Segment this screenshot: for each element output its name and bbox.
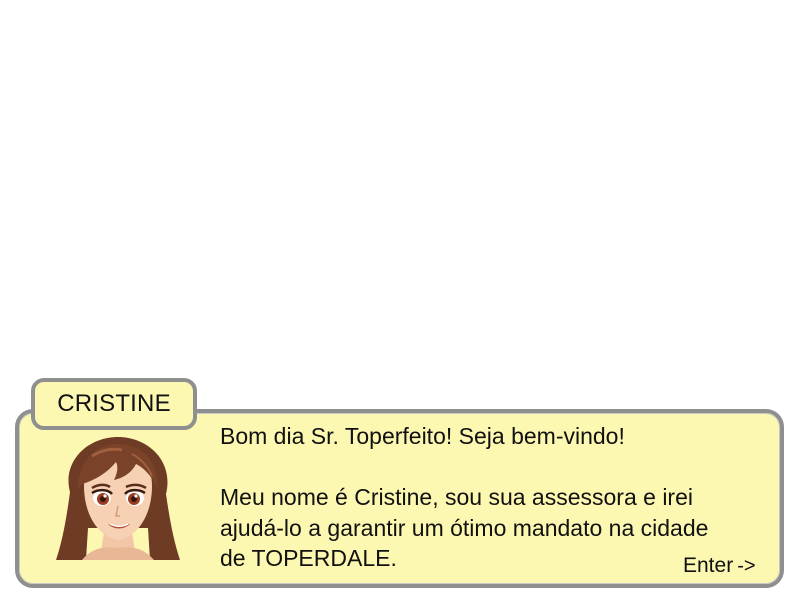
continue-label: Enter — [683, 554, 734, 577]
dialog-line-1: Bom dia Sr. Toperfeito! Seja bem-vindo! — [220, 423, 625, 449]
continue-arrow-icon: -> — [737, 554, 756, 577]
character-portrait — [52, 432, 184, 562]
continue-prompt[interactable] — [683, 554, 756, 578]
paragraph-gap — [220, 452, 780, 483]
dialog-text — [220, 421, 780, 574]
dialog-paragraph-2: Meu nome é Cristine, sou sua assessora e irei ajudá-lo a garantir um ótimo mandato na cidade de TOPERDALE. — [220, 484, 709, 571]
speaker-name: CRISTINE — [57, 390, 171, 417]
speaker-name-tag — [31, 378, 197, 430]
portrait-image — [52, 432, 184, 562]
